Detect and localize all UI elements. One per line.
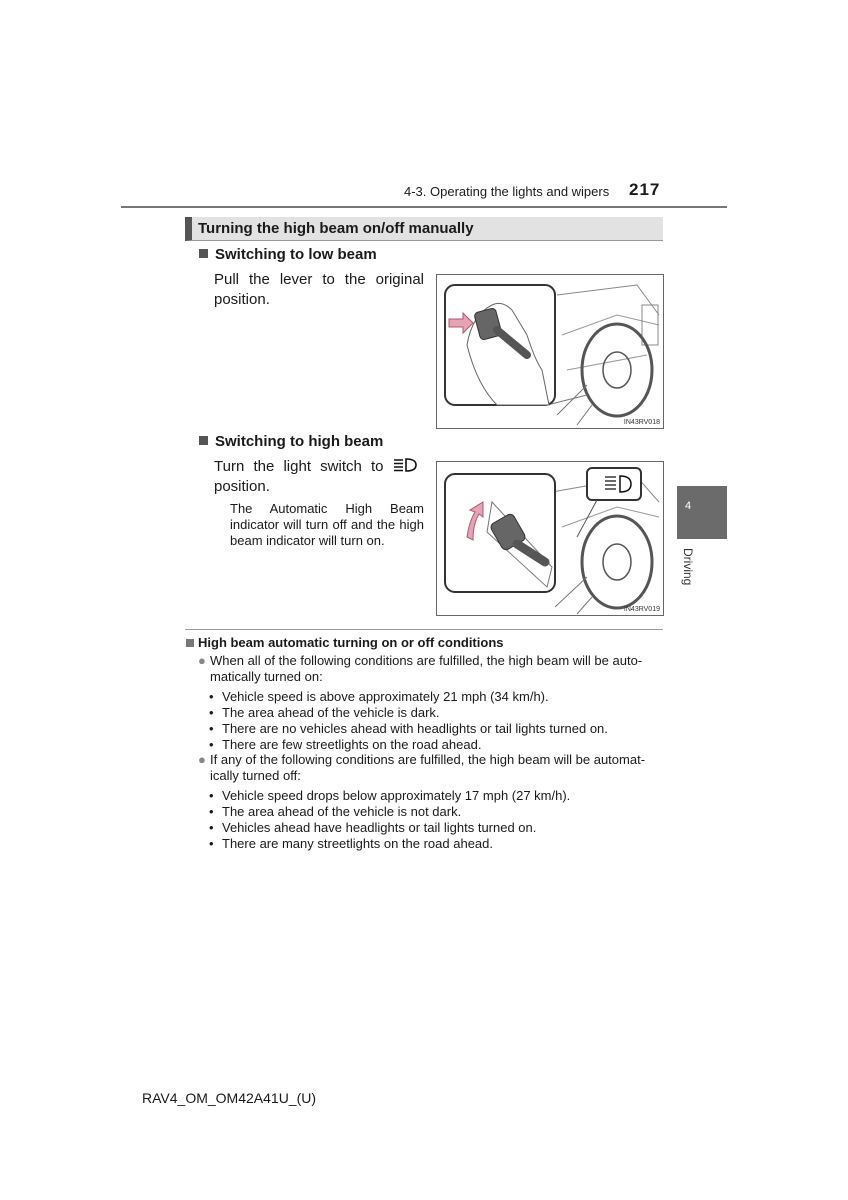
list-item: • There are few streetlights on the road ahead. xyxy=(209,737,482,752)
high-beam-figure xyxy=(436,461,664,616)
chapter-tab xyxy=(677,486,727,539)
figure-code: IN43RV019 xyxy=(623,606,660,613)
list-item: • There are no vehicles ahead with headlights or tail lights turned on. xyxy=(209,721,608,736)
figure-code: IN43RV018 xyxy=(623,419,660,426)
chapter-label: Driving xyxy=(681,548,695,586)
circle-bullet-icon: ● xyxy=(198,752,206,767)
footer-doc-id: RAV4_OM_OM42A41U_(U) xyxy=(142,1090,317,1106)
list-item: • Vehicles ahead have headlights or tail lights turned on. xyxy=(209,820,537,835)
off-intro: ● If any of the following conditions are fulfilled, the high beam will be automat- ically turned off: xyxy=(198,752,646,783)
list-item: • The area ahead of the vehicle is dark. xyxy=(209,705,440,720)
list-item: • The area ahead of the vehicle is not dark. xyxy=(209,804,462,819)
list-item: • Vehicle speed drops below approximately 17 mph (27 km/h). xyxy=(209,788,571,803)
lever-pull-illustration xyxy=(437,275,663,428)
section-title: Turning the high beam on/off manually xyxy=(198,220,474,237)
list-item: • There are many streetlights on the road ahead. xyxy=(209,836,493,851)
circle-bullet-icon: ● xyxy=(198,653,206,668)
on-conditions-list xyxy=(209,689,649,753)
square-bullet-icon xyxy=(186,639,194,647)
header-rule xyxy=(121,206,727,208)
conditions-heading: High beam automatic turning on or off conditions xyxy=(186,635,504,650)
list-item: • Vehicle speed is above approximately 21 mph (34 km/h). xyxy=(209,689,549,704)
high-beam-note: The Automatic High Beam indicator will turn off and the high beam indicator will turn on. xyxy=(230,501,424,548)
section-rule xyxy=(185,629,663,630)
running-header-section: 4-3. Operating the lights and wipers xyxy=(404,184,610,199)
square-bullet-icon xyxy=(199,436,208,445)
on-intro: ● When all of the following conditions are fulfilled, the high beam will be auto- matically turned on: xyxy=(198,653,643,684)
low-beam-figure xyxy=(436,274,664,429)
chapter-number: 4 xyxy=(685,500,692,512)
square-bullet-icon xyxy=(199,249,208,258)
low-beam-text: Pull the lever to the original position. xyxy=(214,271,424,308)
page-number: 217 xyxy=(629,180,661,199)
high-beam-icon xyxy=(392,457,418,473)
lever-push-illustration xyxy=(437,462,663,615)
low-beam-heading: Switching to low beam xyxy=(199,246,377,263)
high-beam-text: Turn the light switch to position. xyxy=(214,457,424,497)
high-beam-heading: Switching to high beam xyxy=(199,433,383,450)
off-conditions-list xyxy=(209,788,649,852)
section-title-bar xyxy=(185,217,663,241)
